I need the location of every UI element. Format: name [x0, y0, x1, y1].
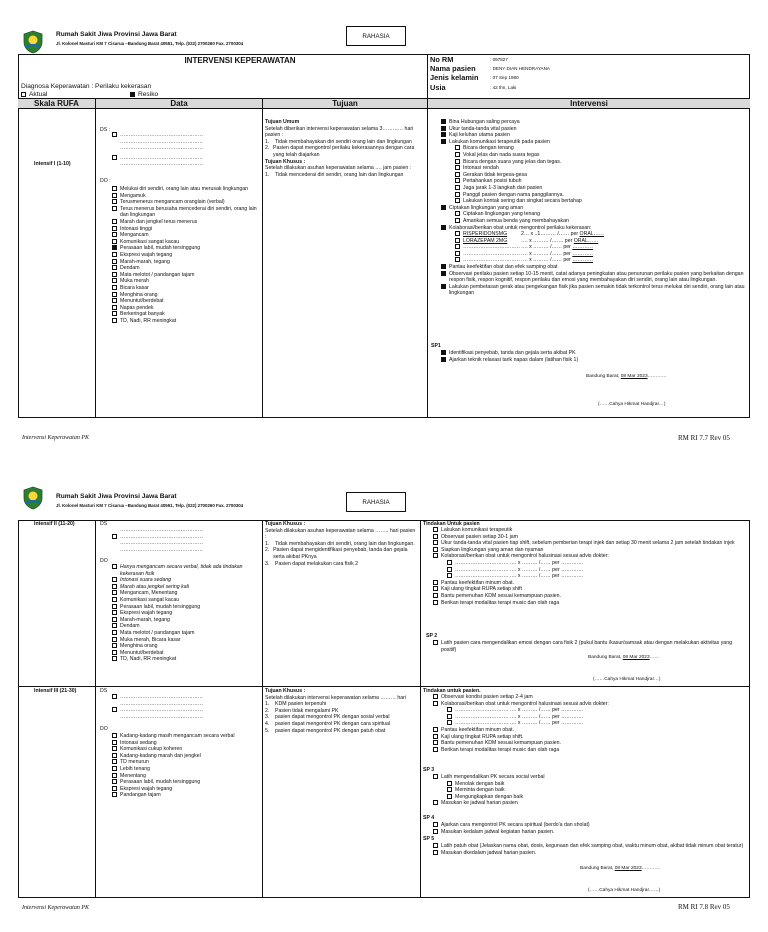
do-item: Marah dan jengkel terus menerus: [112, 219, 260, 226]
safe-env-checkbox[interactable]: [441, 205, 446, 210]
sp3-checkbox[interactable]: [433, 800, 438, 805]
do-label: DO :: [100, 178, 111, 184]
do-item-checkbox[interactable]: [112, 232, 117, 237]
safe-checkbox[interactable]: [455, 218, 460, 223]
do-item: TD, Nadi, RR meningkat: [112, 318, 260, 325]
no-rm-value: 097827: [492, 57, 508, 62]
do-item-checkbox[interactable]: [112, 564, 117, 569]
ds-checkbox[interactable]: [112, 155, 117, 160]
sp4-label: SP 4: [423, 815, 435, 821]
intervensi-column: Bina Hubungan saling percaya Ukur tanda-tanda vital pasien Kaji keluhan utama pasien Lakukan komunikasi terapeutik pada pasien Bicara dengan tenang Vokal jelas dan nada suara tegas Bicara dengan suara yang jelas dan tegas. Intonasi rendah Gerakan tidak tergesa-gesa Pertahankan posisi tubuh Jaga jarak 1-3 langkah dari pasien Panggil pasien dengan nama panggilannya. Lakukan kontak sering dan singkat secara bertahap Ciptakan lingkungan yang aman Ciptakan lingkungan yang tenang Amankan semua benda yang membahayakan Kolaborasi/berikan obat untuk mengontrol perilaku kekerasan: RISPERIDONSMG 2… x ..1……… /…… per ORAL…… LORAZEPAM 2MG …. x ……… /……. per ORAL…… …………………………… …. x ……… /…… per ………… …………………………… …. x ……… /…… per ………… …………………………… …. x ……… /…… per ………… Pantau keefektifan obat dan efek samping obat Observasi perilaku pasien setiap 10-15 menit, catat adanya peningkatan atau penurunan perilaku pasien yang berkaitan dengan respon fisik, respon kognitif, respon perilaku dan emosi yang membahayakan diri sendiri, orang lain atau lingkungan. Lakukan pembetasan gerak atau pengekangan fisik jika pasien semakin tidak terkontrol terus melukai diri sendiri, orang lain atau lingkungan: [441, 119, 747, 297]
do-item: Kadang-kadang marah dan jengkel: [112, 753, 260, 760]
do-item-checkbox[interactable]: [112, 792, 117, 797]
do-item: Marah atau jengkel sering kali: [112, 584, 260, 591]
do-item: Hanya mengancam secara verbal, tidak ada tindakan kekerasan fisik: [112, 564, 260, 577]
medication-list: [441, 231, 747, 264]
level-intensif-1: Intensif I (1-10): [34, 161, 71, 167]
footer-left: Intervensi Keperawatan PK: [22, 435, 89, 441]
do-item: Mata melotot / pandangan tajam: [112, 630, 260, 637]
do-item-checkbox[interactable]: [112, 219, 117, 224]
sp3-sub-checkbox[interactable]: [447, 794, 452, 799]
communication-list: [441, 145, 747, 204]
do-item: Berkeringat banyak: [112, 311, 260, 318]
sp3-sub-checkbox[interactable]: [447, 781, 452, 786]
sp1-checkbox[interactable]: [441, 357, 446, 362]
do-item-checkbox[interactable]: [112, 226, 117, 231]
int2-checkbox[interactable]: [433, 593, 438, 598]
sp1-list: Identifikasi penyebab, tanda dan gejala serta akibat PK Ajarkan teknik relaxasi tarik napas dalam (latihan fisik 1): [441, 350, 747, 363]
do-item-checkbox[interactable]: [112, 584, 117, 589]
intervention-checkbox[interactable]: [441, 119, 446, 124]
sp2-item: Latih pasien cara mengendalikan emosi dengan cara fisik 2 (pukul bantu /kasur/samsak atau dengan melakukan aktivitas yang positif): [433, 640, 747, 653]
medication-row: …………………………… …. x ……… /…… per …………: [455, 244, 747, 251]
communication-item-checkbox[interactable]: [455, 198, 460, 203]
medication-row: RISPERIDONSMG 2… x ..1……… /…… per ORAL……: [455, 231, 747, 238]
do-item: Mengancam, Menentang: [112, 590, 260, 597]
signature-date: Bandung Barat, 08 Mar 2023…………: [586, 374, 667, 379]
do-item-checkbox[interactable]: [112, 630, 117, 635]
communication-item: Pertahankan posisi tubuh: [455, 178, 747, 185]
tujuan-khusus-label: Tujuan Khusus :: [265, 158, 306, 165]
do-item: Marah-marah, tegang: [112, 259, 260, 266]
int2-checkbox[interactable]: [433, 580, 438, 585]
int2-checkbox[interactable]: [433, 553, 438, 558]
ds-label: DS :: [100, 127, 111, 133]
do-item: Ekspresi wajah tegang: [112, 252, 260, 259]
int3-checkbox[interactable]: [433, 734, 438, 739]
ds-checkbox[interactable]: [112, 707, 117, 712]
later-checkbox[interactable]: [441, 284, 446, 289]
ds-checkbox[interactable]: [112, 534, 117, 539]
do-item: Ekspresi wajah tegang: [112, 786, 260, 793]
ds-label: DS: [100, 688, 108, 694]
int2-checkbox[interactable]: [433, 600, 438, 605]
gender-value: 07 Sep 1980: [492, 75, 519, 81]
do-item: Menuntut/berdebat: [112, 650, 260, 657]
int2-checkbox[interactable]: [433, 540, 438, 545]
sp3-checkbox[interactable]: [433, 774, 438, 779]
med-rows-3: [433, 707, 747, 727]
do-list: [112, 186, 260, 324]
do-item: Mengancam: [112, 232, 260, 239]
communication-item: Vokal jelas dan nada suara tegas: [455, 152, 747, 159]
do-item: Bicara kasar: [112, 285, 260, 292]
level-intensif-3: Intensif III (21-30): [34, 688, 77, 694]
do-item-checkbox[interactable]: [112, 746, 117, 751]
medication-row: LORAZEPAM 2MG …. x ……… /……. per ORAL……: [455, 238, 747, 245]
do-list-2: [112, 564, 260, 663]
do-item-checkbox[interactable]: [112, 272, 117, 277]
intervention-checkbox[interactable]: [441, 126, 446, 131]
intervention-checkbox[interactable]: [441, 139, 446, 144]
signer-name: (……Cahya Hikmat Handjrar…): [598, 402, 666, 407]
do-item-checkbox[interactable]: [112, 245, 117, 250]
later-checkbox[interactable]: [441, 271, 446, 276]
medication-checkbox[interactable]: [455, 257, 460, 262]
do-item: Menghina orang: [112, 643, 260, 650]
signature-date-3: Bandung Barat, 08 Mar 2023…………: [580, 866, 661, 871]
tujuan-khusus-text: Setelah dilakukan asuhan keperawatan selama …. jam pasien :: [265, 165, 412, 172]
footer-right: RM RI 7.7 Rev 05: [678, 434, 730, 442]
communication-item-checkbox[interactable]: [455, 172, 460, 177]
do-item: Perasaan labil, mudah tersinggung: [112, 779, 260, 786]
int3-checkbox[interactable]: [433, 740, 438, 745]
confidential-stamp: RAHASIA: [346, 26, 406, 46]
footer-left: Intervensi Keperawatan PK: [22, 905, 89, 911]
medication-checkbox[interactable]: [455, 244, 460, 249]
ds-label: DS: [100, 521, 108, 527]
medication-row: …………………………. …. x ……… /…… per ………….: [447, 573, 747, 580]
do-item-checkbox[interactable]: [112, 759, 117, 764]
do-item: Perasaan labil, mudah tersinggung: [112, 604, 260, 611]
tujuan-umum-text: Setelah diberikan intervensi keperawatan selama 3………… hari pasien :: [265, 125, 414, 139]
medication-checkbox[interactable]: [455, 251, 460, 256]
do-list-3: [112, 733, 260, 799]
sp2-label: SP 2: [426, 633, 438, 639]
communication-item: Gerakan tidak tergesa-gesa: [455, 172, 747, 179]
resiko-option[interactable]: Resiko: [130, 91, 158, 98]
communication-item-checkbox[interactable]: [455, 152, 460, 157]
medication-checkbox[interactable]: [447, 573, 452, 578]
aktual-option[interactable]: Aktual: [21, 91, 47, 98]
sp5-checkbox[interactable]: [433, 843, 438, 848]
int3-checkbox[interactable]: [433, 727, 438, 732]
header-tujuan: Tujuan: [263, 99, 427, 108]
do-item: Lebih tenang: [112, 766, 260, 773]
communication-item-checkbox[interactable]: [455, 159, 460, 164]
ds-lines: ………………………………………… ………………………………………… ………………………………………… ………………………………………… …………………………………………: [112, 132, 260, 168]
do-item: Pandangan tajam: [112, 792, 260, 799]
intervention-checkbox[interactable]: [441, 132, 446, 137]
confidential-stamp: RAHASIA: [346, 492, 406, 512]
int2-checkbox[interactable]: [433, 547, 438, 552]
page-title: INTERVENSI KEPERAWATAN: [184, 56, 296, 65]
do-item-checkbox[interactable]: [112, 590, 117, 595]
resiko-checkbox[interactable]: [130, 92, 135, 97]
communication-item-checkbox[interactable]: [455, 185, 460, 190]
do-item: Muka merah, Bicara kasar: [112, 637, 260, 644]
do-item-checkbox[interactable]: [112, 239, 117, 244]
ds-lines-3: ………………………………………… ………………………………………… ………………………………………… …………………………………………: [112, 694, 260, 720]
do-item-checkbox[interactable]: [112, 252, 117, 257]
do-label: DO: [100, 558, 108, 564]
medication-row: …………………………. …. x ……… /…… per ………….: [447, 707, 747, 714]
sp5-list: Latih patuh obat (Jelaskan nama obat, dosis, kegunaan dan efek samping obat, waktu minum obat, akibat tidak minum obat teratur) Masukan dkedalam jadwal harian pasien.: [433, 843, 747, 856]
do-item-checkbox[interactable]: [112, 637, 117, 642]
sp5-label: SP 5: [423, 836, 435, 842]
do-item: Dendam: [112, 265, 260, 272]
do-item-checkbox[interactable]: [112, 740, 117, 745]
signer-name-2: (……Cahya Hikmat Handjrar…): [593, 677, 661, 682]
medication-checkbox[interactable]: [455, 238, 460, 243]
int2-list: Lakukan komunikasi terapeutik Observasi pasien setiap 30-1 jam Ukur tanda-tanda vital pasien tiap shift, sebelum pemberian terapi injek dan setiap 30 menit selama 2 jam setelah tindakan injek Siapkan lingkungan yang aman dan nyaman Kolaborasi/berikan obat untuk mengontrol halusinasi sesuai advis dokter: …………………………. …. x ……… /…… per …………. …………………………. …. x ……… /…… per …………. …………………………. …. x ……… /…… per …………. Pantau keefektifan minum obat. Kaji ulang tingkat RUPA setiap shift Bantu pemenuhan KDM sesuai kemampuan pasien. Berikan terapi modalitas terapi music dan olah raga: [433, 527, 747, 606]
level-intensif-2: Intensif II (11-20): [34, 521, 75, 527]
later-checkbox[interactable]: [441, 264, 446, 269]
communication-item-checkbox[interactable]: [455, 145, 460, 150]
communication-item-checkbox[interactable]: [455, 178, 460, 183]
hospital-name: Rumah Sakit Jiwa Provinsi Jawa Barat: [56, 493, 177, 500]
tujuan3-column: Tujuan Khusus : Setelah dilakukan intervensi keperawatan selama ……… hari 1. KDM pasien terpenuhi 2. Pasien tidak mengalami PK 3. pasien dapat mengontrol PK dengan sosial verbal 4. pasien dapat mengontrol PK dengan cara spiritual 5. pasien dapat mengontrol PK dengan patuh obat: [265, 688, 406, 734]
hospital-address: Jl. Kolonel Masturi KM 7 Cisarua –Bandung Barat 40551, Telp. (022) 2700260 Fax. 2700304: [56, 503, 244, 508]
do-item-checkbox[interactable]: [112, 733, 117, 738]
age-value: 42 thn, Laki: [492, 84, 517, 90]
do-item-checkbox[interactable]: [112, 617, 117, 622]
do-item: Intonasi sedang: [112, 740, 260, 747]
header-intervensi: Intervensi: [428, 99, 750, 108]
do-item: Komunikasi sangat kacau: [112, 597, 260, 604]
int3-list: Observasi kondisi pasien setiap 2-4 jam Kolaborasi/berikan obat untuk mengontrol halusinasi sesuai advis dokter: …………………………. …. x ……… /…… per …………. …………………………. …. x ……… /…… per …………. …………………………. …. x ……… /…… per …………. Pantau keefektifan minum obat. Kaji ulang tingkat RUPA setiap shift. Bantu pemenuhan KDM sesuai kemampuan pasien. Berikan terapi modalitas terapi music dan olah raga: [433, 694, 747, 753]
do-item: Terus menerus berusaha mencederai diri sendiri, orang lain dan lingkungan: [112, 206, 260, 219]
do-item: Komunikasi sangat kacau: [112, 239, 260, 246]
do-item-checkbox[interactable]: [112, 604, 117, 609]
medication-row: …………………………… …. x ……… /…… per …………: [455, 251, 747, 258]
medication-row: …………………………. …. x ……… /…… per ………….: [447, 567, 747, 574]
do-item: Terusmenerus mengancam oranglain (verbal): [112, 199, 260, 206]
do-item-checkbox[interactable]: [112, 311, 117, 316]
medication-row: …………………………. …. x ……… /…… per ………….: [447, 714, 747, 721]
medication-row: …………………………. …. x ……… /…… per ………….: [447, 560, 747, 567]
int2-checkbox[interactable]: [433, 586, 438, 591]
do-item-checkbox[interactable]: [112, 199, 117, 204]
med-rows-2: [433, 560, 747, 580]
communication-item: Bicara dengan suara yang jelas dan tegas.: [455, 159, 747, 166]
do-item-checkbox[interactable]: [112, 318, 117, 323]
communication-item-checkbox[interactable]: [455, 165, 460, 170]
patient-info-values: : 097827 : DENY DIAN HENDRAYANA : 07 Sep 1980 : 42 thn, Laki: [490, 57, 550, 90]
do-item-checkbox[interactable]: [112, 292, 117, 297]
do-item-checkbox[interactable]: [112, 265, 117, 270]
do-item: TD menurun: [112, 759, 260, 766]
sp4-checkbox[interactable]: [433, 822, 438, 827]
do-item-checkbox[interactable]: [112, 623, 117, 628]
communication-item: Lakukan kontak sering dan singkat secara bertahap: [455, 198, 747, 205]
do-item: Kadang-kadang masih mengancam secara verbal: [112, 733, 260, 740]
do-item: Napas pendek: [112, 305, 260, 312]
header-skala: Skala RUFA: [18, 99, 95, 108]
signer-name-3: (……Cahya Hikmat Handjrar……): [588, 888, 661, 893]
tujuan-umum-label: Tujuan Umum: [265, 119, 300, 125]
do-item-checkbox[interactable]: [112, 779, 117, 784]
safe-checkbox[interactable]: [455, 211, 460, 216]
do-item-checkbox[interactable]: [112, 285, 117, 290]
do-item-checkbox[interactable]: [112, 773, 117, 778]
safe-env-list: Ciptakan lingkungan yang tenang Amankan semua benda yang membahayakan: [441, 211, 747, 224]
do-item: Menuntut/berdebat: [112, 298, 260, 305]
do-item: Mengamuk: [112, 193, 260, 200]
hospital-name: Rumah Sakit Jiwa Provinsi Jawa Barat: [56, 31, 177, 38]
do-item: Muka merah: [112, 278, 260, 285]
sp2-checkbox[interactable]: [433, 640, 438, 645]
do-item: Menentang: [112, 773, 260, 780]
int2-checkbox[interactable]: [433, 534, 438, 539]
do-item: TD, Nadi, RR meningkat: [112, 656, 260, 663]
header-data: Data: [96, 99, 262, 108]
medication-checkbox[interactable]: [447, 707, 452, 712]
do-item: Marah-marah, tegang: [112, 617, 260, 624]
communication-item: Bicara dengan tenang: [455, 145, 747, 152]
sp1-checkbox[interactable]: [441, 350, 446, 355]
do-item-checkbox[interactable]: [112, 786, 117, 791]
do-item: Melukai diri sendiri, orang lain atau merusak lingkungan: [112, 186, 260, 193]
medication-checkbox[interactable]: [447, 567, 452, 572]
sp1-label: SP1: [431, 343, 441, 349]
int2-checkbox[interactable]: [433, 527, 438, 532]
hospital-logo-icon: [22, 30, 44, 54]
signature-date-2: Bandung Barat, 08 Mar 2023……: [588, 655, 660, 660]
patient-info-labels: No RM Nama pasien Jenis kelamin Usia: [430, 55, 479, 92]
do-label: DO: [100, 726, 108, 732]
footer-right: RM RI 7.8 Rev 05: [678, 903, 730, 911]
do-item-checkbox[interactable]: [112, 305, 117, 310]
do-item: Komunikasi cukup koheren: [112, 746, 260, 753]
do-item: Intonasi suara sedang: [112, 577, 260, 584]
do-item-checkbox[interactable]: [112, 650, 117, 655]
int3-checkbox[interactable]: [433, 694, 438, 699]
do-item: Perasaan labil, mudah tersinggung: [112, 245, 260, 252]
ds-checkbox[interactable]: [112, 694, 117, 699]
do-item-checkbox[interactable]: [112, 193, 117, 198]
ds-lines-2: ………………………………………… ………………………………………… ………………………………………… …………………………………………: [112, 527, 260, 553]
patient-name-value: DENY DIAN HENDRAYANA: [492, 66, 550, 72]
do-item-checkbox[interactable]: [112, 577, 117, 582]
do-item: Menghina orang: [112, 292, 260, 299]
sp5-checkbox[interactable]: [433, 850, 438, 855]
do-item-checkbox[interactable]: [112, 753, 117, 758]
medication-row: …………………………… …. x ……… /…… per …………: [455, 257, 747, 264]
medication-checkbox[interactable]: [447, 560, 452, 565]
communication-item: Intonasi rendah: [455, 165, 747, 172]
sp3-sub-checkbox[interactable]: [447, 787, 452, 792]
sp3-label: SP 3: [423, 767, 435, 773]
communication-item: Jaga jarak 1-3 langkah dari pasien: [455, 185, 747, 192]
sp3-list: Latih mengendalikan PK secara social verbal Menolak dengan baik Meminta dengan baik Mengungkapkan dengan baik Masukan ke jadwal harian pasien: [433, 774, 747, 807]
int3-label: Tindakan untuk pasien.: [423, 688, 481, 694]
do-item-checkbox[interactable]: [112, 597, 117, 602]
do-item: Intonasi tinggi: [112, 226, 260, 233]
int2-label: Tindakan Untuk pasien: [423, 521, 480, 527]
tujuan-column: Tujuan Umum Setelah diberikan intervensi keperawatan selama 3………… hari pasien : 1. Tidak membahayakan diri sendiri orang lain dan lingkungan 2. Pasien dapat mengontrol perilaku kekerasannya dengan cara yang telah diajarkan Tujuan Khusus : Setelah dilakukan asuhan keperawatan selama …. jam pasien : 1. Tidak mencederai diri sendiri, orang lain dan lingkungan: [265, 119, 425, 178]
do-item: Mata melotot / pandangan tajam: [112, 272, 260, 279]
diagnosis-label: Diagnosa Keperawatan : Perilaku kekerasan: [21, 83, 152, 90]
sp4-list: Ajarkan cara mengontrol PK secara spiritual (berdo'a dan sholat) Masukan kedalam jadwal kegiatan harian pasien.: [433, 822, 747, 835]
do-item-checkbox[interactable]: [112, 643, 117, 648]
do-item-checkbox[interactable]: [112, 298, 117, 303]
communication-item-checkbox[interactable]: [455, 192, 460, 197]
medication-checkbox[interactable]: [447, 720, 452, 725]
do-item-checkbox[interactable]: [112, 656, 117, 661]
do-item-checkbox[interactable]: [112, 278, 117, 283]
hospital-logo-icon: [22, 486, 44, 510]
do-item-checkbox[interactable]: [112, 766, 117, 771]
do-item-checkbox[interactable]: [112, 206, 117, 211]
do-item: Dendam: [112, 623, 260, 630]
tujuan2-column: Tujuan Khusus : Setelah dilakukan asuhan keperawatan selama …….. hari pasien : 1. Tidak membahayakan diri sendiri, orang lain dan lingkungan. 2. Pasien dapat mengidentifikasi penyebab, tanda dan gejala serta akibat PKnya 3. Pasien dapat melakukan cara fisik 2: [265, 521, 416, 567]
sp4-checkbox[interactable]: [433, 829, 438, 834]
do-item-checkbox[interactable]: [112, 186, 117, 191]
communication-item: Panggil pasien dengan nama panggilannya.: [455, 192, 747, 199]
int3-checkbox[interactable]: [433, 747, 438, 752]
medication-checkbox[interactable]: [447, 714, 452, 719]
medication-row: …………………………. …. x ……… /…… per ………….: [447, 720, 747, 727]
do-item-checkbox[interactable]: [112, 259, 117, 264]
ds-checkbox[interactable]: [112, 132, 117, 137]
hospital-address: Jl. Kolonel Masturi KM 7 Cisarua –Bandung Barat 40551, Telp. (022) 2700260 Fax. 2700304: [56, 41, 244, 46]
do-item: Ekspresi wajah tegang: [112, 610, 260, 617]
medication-checkbox[interactable]: [455, 231, 460, 236]
int3-checkbox[interactable]: [433, 701, 438, 706]
collab-checkbox[interactable]: [441, 225, 446, 230]
do-item-checkbox[interactable]: [112, 610, 117, 615]
aktual-checkbox[interactable]: [21, 92, 26, 97]
